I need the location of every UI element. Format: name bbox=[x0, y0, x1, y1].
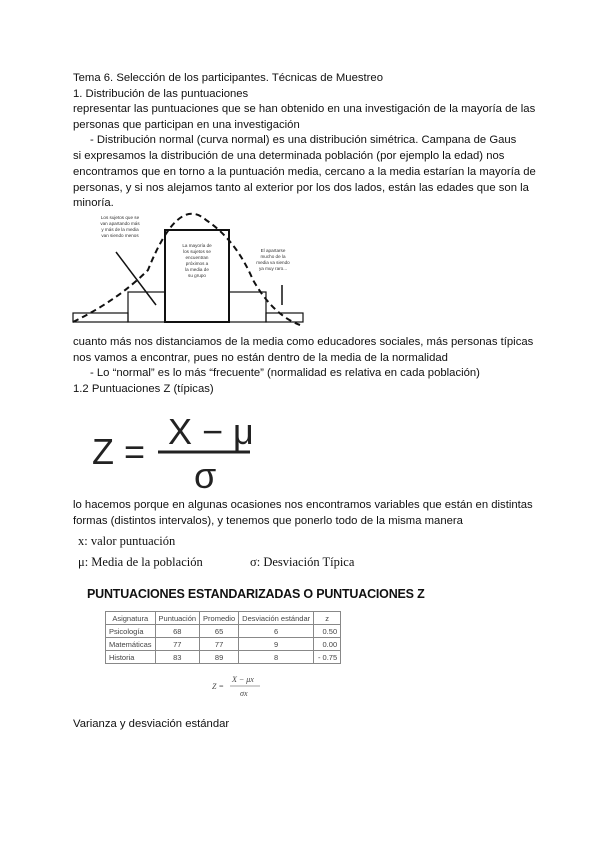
svg-text:Los sujetos que sevan apartand bbox=[100, 215, 140, 238]
formula-numerator: X − μ bbox=[168, 412, 254, 452]
z-small-formula bbox=[210, 670, 270, 706]
diagram-label: mucho de la bbox=[260, 254, 286, 259]
table-cell: 6 bbox=[239, 625, 314, 638]
table-cell: Matemáticas bbox=[106, 638, 156, 651]
table-row bbox=[106, 651, 341, 664]
table-cell: 0.00 bbox=[314, 638, 341, 651]
bullet-item: - Lo “normal” es lo más “frecuente” (normalidad es relativa en cada población) bbox=[90, 367, 480, 379]
z-score-formula bbox=[90, 412, 260, 492]
table-cell: 0.50 bbox=[314, 625, 341, 638]
column-header: z bbox=[314, 612, 341, 625]
doc-title: Tema 6. Selección de los participantes. Técnicas de Muestreo bbox=[73, 72, 383, 84]
table-header-row bbox=[106, 612, 341, 625]
bullet-item: - Distribución normal (curva normal) es una distribución simétrica. Campana de Gaus bbox=[90, 134, 517, 146]
formula-equals: = bbox=[124, 431, 146, 472]
diagram-label: van apartando más bbox=[100, 221, 140, 226]
section-heading: Varianza y desviación estándar bbox=[73, 718, 230, 730]
table-cell: Psicología bbox=[106, 625, 156, 638]
definition-sigma: σ: Desviación Típica bbox=[250, 555, 355, 569]
table-cell: - 0.75 bbox=[314, 651, 341, 664]
normal-distribution-diagram bbox=[68, 210, 308, 332]
paragraph: lo hacemos porque en algunas ocasiones nos encontramos variables que están en distintas formas (distintos intervalos), y tenemos que ponerlo todo de la misma manera bbox=[73, 499, 533, 527]
table-cell: 83 bbox=[155, 651, 200, 664]
svg-text:El apartarsemucho de lamedia v bbox=[256, 248, 290, 271]
diagram-label: La mayoría de bbox=[182, 243, 212, 248]
section-heading: 1.2 Puntuaciones Z (típicas) bbox=[73, 383, 214, 395]
definition-mu: μ: Media de la población bbox=[78, 555, 203, 569]
formula-denominator: σx bbox=[240, 689, 248, 698]
paragraph: cuanto más nos distanciamos de la media como educadores sociales, más personas típicas nos vamos a encontrar, pues no están dentro de la media de la normalidad bbox=[73, 336, 534, 364]
paragraph: si expresamos la distribución de una determinada población (por ejemplo la edad) nos encontramos que en torno a la puntuación media, cercano a la media estarían la mayoría de personas, y si nos alejamos tanto al exterior por los dos lados, están las edades que son la minoría. bbox=[73, 150, 536, 210]
diagram-label: ya muy raro... bbox=[258, 266, 288, 271]
diagram-label: la media de bbox=[185, 267, 209, 272]
diagram-label: van siendo menos bbox=[101, 233, 139, 238]
paragraph: representar las puntuaciones que se han obtenido en una investigación de la mayoría de las personas que participan en una investigación bbox=[73, 103, 536, 131]
formula-denominator: σ bbox=[194, 455, 217, 492]
diagram-label: Los sujetos que se bbox=[100, 215, 140, 220]
table-row bbox=[106, 625, 341, 638]
definition-x: x: valor puntuación bbox=[78, 534, 176, 548]
diagram-label: media va siendo bbox=[256, 260, 290, 265]
diagram-label: encuentran bbox=[185, 255, 209, 260]
table-row bbox=[106, 638, 341, 651]
column-header: Desviación estándar bbox=[239, 612, 314, 625]
z-scores-table bbox=[105, 611, 341, 664]
section-heading: 1. Distribución de las puntuaciones bbox=[73, 88, 249, 100]
diagram-label: su grupo bbox=[188, 273, 206, 278]
table-cell: Historia bbox=[106, 651, 156, 664]
diagram-label: y más de la media bbox=[101, 227, 139, 232]
formula-lhs: Z = bbox=[212, 682, 224, 691]
column-header: Promedio bbox=[200, 612, 239, 625]
table-cell: 89 bbox=[200, 651, 239, 664]
formula-numerator: X − μx bbox=[232, 675, 254, 684]
diagram-label: próximos a bbox=[185, 261, 209, 266]
formula-lhs: Z bbox=[92, 431, 114, 472]
table-cell: 8 bbox=[239, 651, 314, 664]
svg-text:La mayoría delos sujetos seenc bbox=[182, 243, 212, 278]
table-cell: 65 bbox=[200, 625, 239, 638]
column-header: Asignatura bbox=[106, 612, 156, 625]
table-title: PUNTUACIONES ESTANDARIZADAS O PUNTUACIONES Z bbox=[87, 587, 425, 601]
table-cell: 68 bbox=[155, 625, 200, 638]
column-header: Puntuación bbox=[155, 612, 200, 625]
table-cell: 77 bbox=[200, 638, 239, 651]
table-cell: 77 bbox=[155, 638, 200, 651]
diagram-label: los sujetos se bbox=[183, 249, 211, 254]
table-cell: 9 bbox=[239, 638, 314, 651]
diagram-label: El apartarse bbox=[260, 248, 286, 253]
